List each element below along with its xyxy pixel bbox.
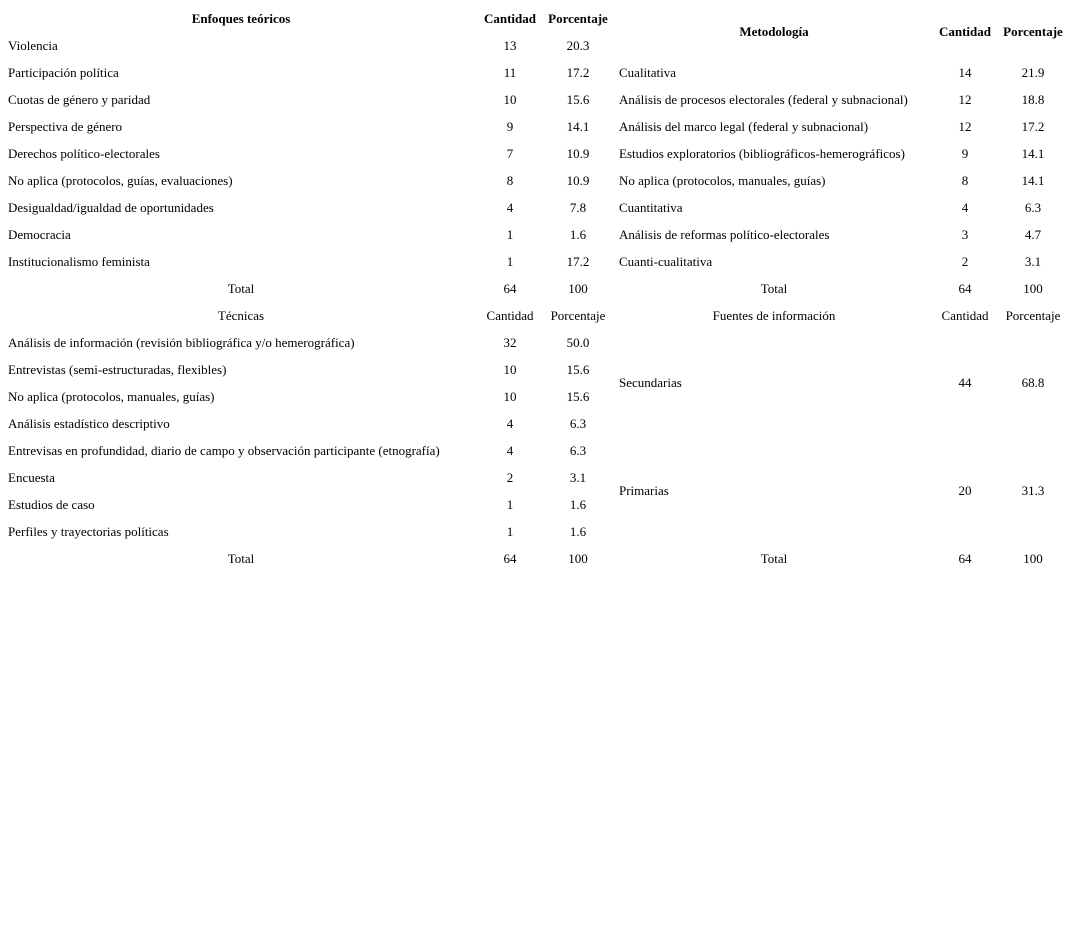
row-porcentaje: 6.3 (1024, 200, 1042, 215)
row-porcentaje: 31.3 (1021, 483, 1045, 498)
fuentes-header: Fuentes de información (712, 308, 836, 323)
row-cantidad: 10 (503, 389, 517, 404)
row-cantidad: 3 (961, 227, 969, 242)
row-cantidad: 14 (958, 65, 972, 80)
metodologia-col-porcentaje: Porcentaje (1003, 24, 1063, 39)
row-label: Democracia (8, 227, 71, 242)
total-label: Total (760, 281, 788, 296)
row-cantidad: 4 (506, 416, 514, 431)
enfoques-header: Enfoques teóricos (191, 11, 291, 26)
row-label: Secundarias (619, 375, 682, 390)
tecnicas-header: Técnicas (217, 308, 265, 323)
row-cantidad: 1 (506, 524, 514, 539)
row-porcentaje: 17.2 (566, 65, 590, 80)
row-cantidad: 1 (506, 254, 514, 269)
fuentes-col-cantidad: Cantidad (941, 308, 989, 323)
row-cantidad: 9 (961, 146, 969, 161)
total-label: Total (227, 551, 255, 566)
row-porcentaje: 14.1 (1021, 146, 1045, 161)
row-label: Institucionalismo feminista (8, 254, 150, 269)
row-cantidad: 12 (958, 92, 972, 107)
row-cantidad: 4 (961, 200, 969, 215)
row-cantidad: 9 (506, 119, 514, 134)
row-cantidad: 10 (503, 362, 517, 377)
row-label: Análisis de procesos electorales (federal y subnacional) (619, 92, 908, 107)
row-label: Cuantitativa (619, 200, 683, 215)
row-porcentaje: 1.6 (569, 227, 587, 242)
row-cantidad: 8 (961, 173, 969, 188)
row-label: Violencia (8, 38, 58, 53)
row-porcentaje: 20.3 (566, 38, 590, 53)
row-porcentaje: 6.3 (569, 443, 587, 458)
row-porcentaje: 14.1 (1021, 173, 1045, 188)
metodologia-header: Metodología (739, 24, 809, 39)
row-label: Desigualdad/igualdad de oportunidades (8, 200, 214, 215)
total-cantidad: 64 (503, 551, 517, 566)
total-cantidad: 64 (958, 551, 972, 566)
row-porcentaje: 1.6 (569, 497, 587, 512)
row-label: Estudios de caso (8, 497, 95, 512)
row-porcentaje: 4.7 (1024, 227, 1042, 242)
row-porcentaje: 50.0 (566, 335, 590, 350)
total-porcentaje: 100 (1023, 281, 1043, 296)
row-cantidad: 2 (506, 470, 514, 485)
row-porcentaje: 17.2 (566, 254, 590, 269)
tecnicas-col-cantidad: Cantidad (486, 308, 534, 323)
row-label: Cuanti-cualitativa (619, 254, 713, 269)
row-label: Entrevistas (semi-estructuradas, flexibles) (8, 362, 227, 377)
enfoques-col-porcentaje: Porcentaje (548, 11, 608, 26)
row-porcentaje: 68.8 (1021, 375, 1045, 390)
row-porcentaje: 6.3 (569, 416, 587, 431)
row-porcentaje: 18.8 (1021, 92, 1045, 107)
row-cantidad: 4 (506, 200, 514, 215)
row-label: Análisis de información (revisión bibliográfica y/o hemerográfica) (8, 335, 355, 350)
row-cantidad: 8 (506, 173, 514, 188)
row-label: Cuotas de género y paridad (8, 92, 151, 107)
row-porcentaje: 3.1 (1024, 254, 1042, 269)
row-label: Participación política (8, 65, 119, 80)
tecnicas-col-porcentaje: Porcentaje (550, 308, 606, 323)
row-label: Entrevisas en profundidad, diario de campo y observación participante (etnografía) (8, 443, 440, 458)
row-label: No aplica (protocolos, manuales, guías) (619, 173, 826, 188)
row-cantidad: 20 (958, 483, 972, 498)
row-cantidad: 44 (958, 375, 972, 390)
row-cantidad: 1 (506, 227, 514, 242)
row-cantidad: 2 (961, 254, 969, 269)
row-label: Estudios exploratorios (bibliográficos-hemerográficos) (619, 146, 905, 161)
row-label: Primarias (619, 483, 669, 498)
fuentes-col-porcentaje: Porcentaje (1005, 308, 1061, 323)
row-label: Encuesta (8, 470, 55, 485)
total-porcentaje: 100 (568, 281, 588, 296)
total-cantidad: 64 (958, 281, 972, 296)
row-cantidad: 11 (503, 65, 517, 80)
row-cantidad: 4 (506, 443, 514, 458)
row-cantidad: 13 (503, 38, 517, 53)
enfoques-col-cantidad: Cantidad (483, 11, 537, 26)
row-porcentaje: 1.6 (569, 524, 587, 539)
row-label: Cualitativa (619, 65, 677, 80)
row-porcentaje: 10.9 (566, 146, 590, 161)
row-porcentaje: 3.1 (569, 470, 587, 485)
row-label: Derechos político-electorales (8, 146, 160, 161)
row-cantidad: 32 (503, 335, 517, 350)
total-cantidad: 64 (503, 281, 517, 296)
row-cantidad: 10 (503, 92, 517, 107)
row-porcentaje: 15.6 (566, 389, 590, 404)
total-porcentaje: 100 (1023, 551, 1043, 566)
row-label: Perspectiva de género (8, 119, 123, 134)
row-cantidad: 12 (958, 119, 972, 134)
row-cantidad: 7 (506, 146, 514, 161)
row-porcentaje: 14.1 (566, 119, 590, 134)
row-label: Análisis del marco legal (federal y subnacional) (619, 119, 869, 134)
row-porcentaje: 17.2 (1021, 119, 1045, 134)
total-label: Total (760, 551, 788, 566)
row-label: No aplica (protocolos, manuales, guías) (8, 389, 215, 404)
metodologia-col-cantidad: Cantidad (938, 24, 992, 39)
row-cantidad: 1 (506, 497, 514, 512)
row-porcentaje: 15.6 (566, 92, 590, 107)
row-label: Análisis estadístico descriptivo (8, 416, 170, 431)
row-porcentaje: 7.8 (569, 200, 587, 215)
total-porcentaje: 100 (568, 551, 588, 566)
row-label: Perfiles y trayectorias políticas (8, 524, 169, 539)
row-porcentaje: 21.9 (1021, 65, 1045, 80)
total-label: Total (227, 281, 255, 296)
row-porcentaje: 10.9 (566, 173, 590, 188)
row-label: Análisis de reformas político-electorales (619, 227, 830, 242)
row-label: No aplica (protocolos, guías, evaluaciones) (8, 173, 233, 188)
row-porcentaje: 15.6 (566, 362, 590, 377)
